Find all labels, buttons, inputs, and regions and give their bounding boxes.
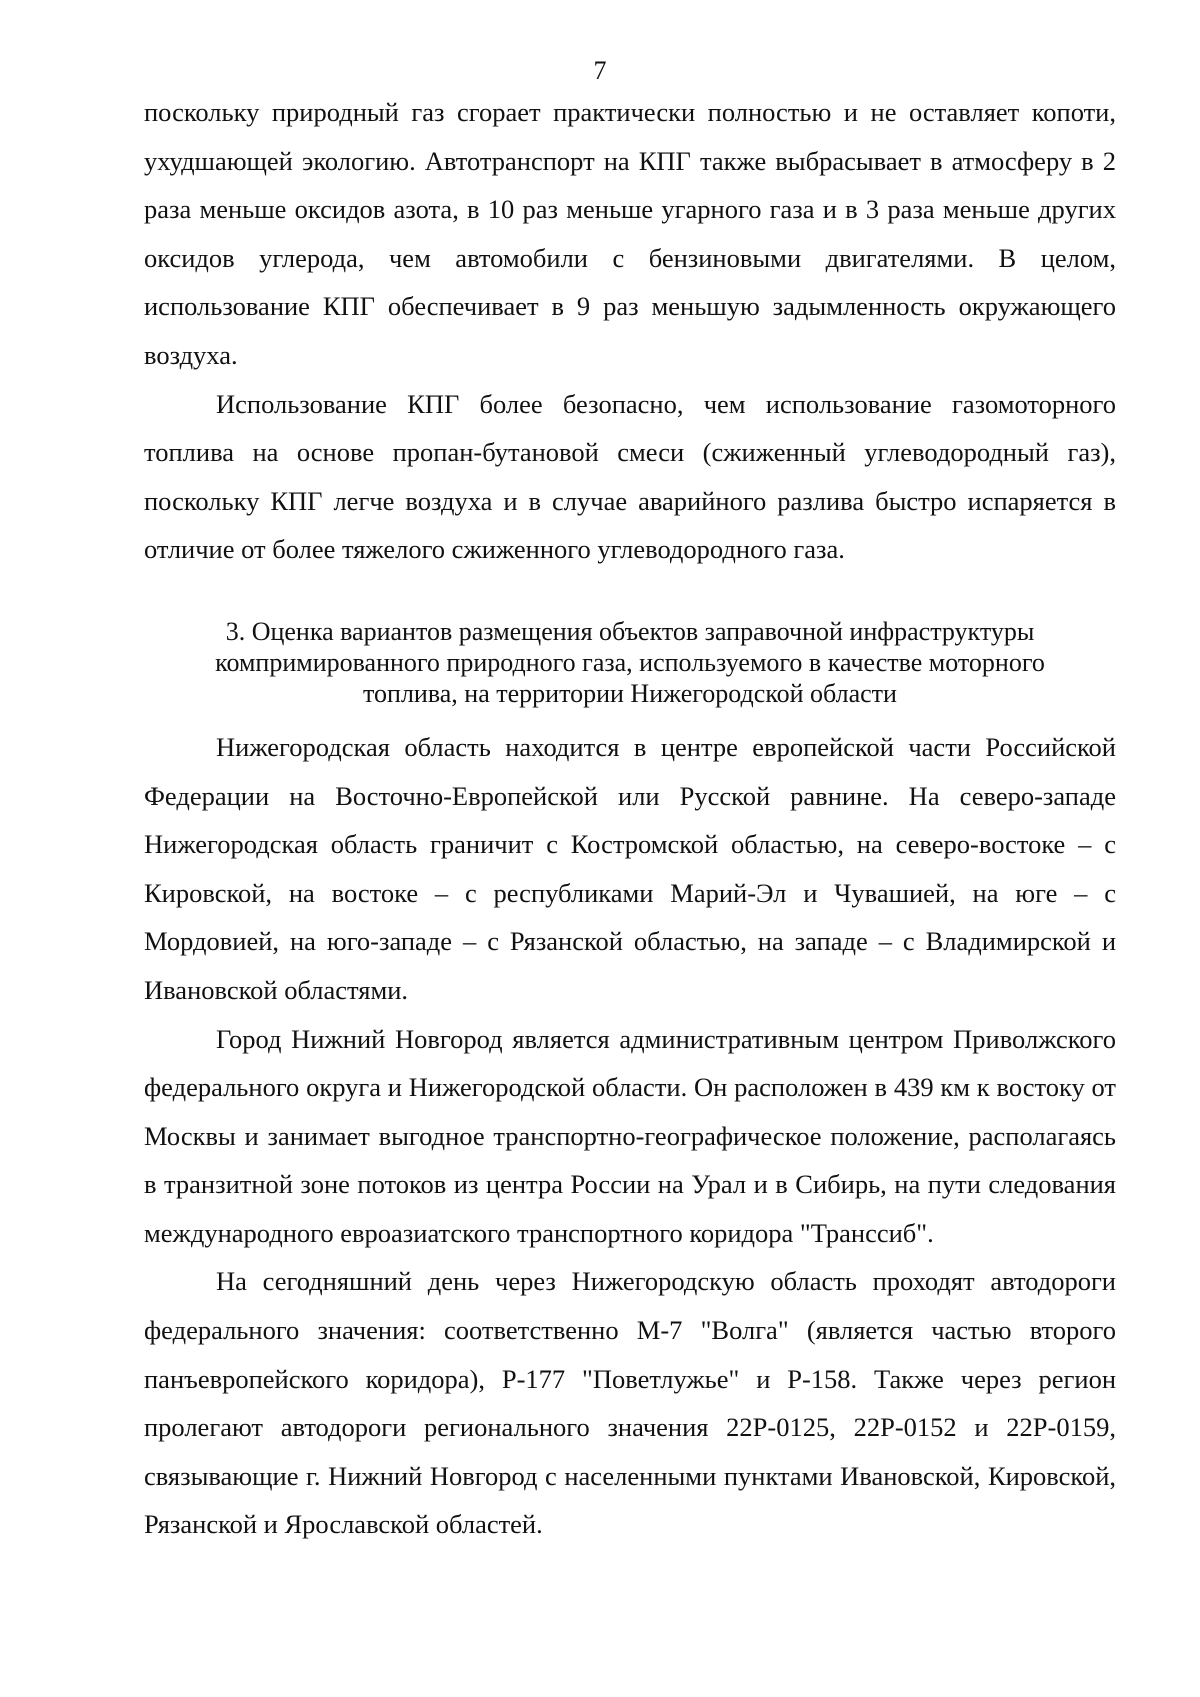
section-heading-line: компримированного природного газа, используемого в качестве моторного xyxy=(215,647,1045,677)
page-body xyxy=(144,88,1116,1549)
section-heading-line: топлива, на территории Нижегородской области xyxy=(363,678,897,708)
section-heading-line: 3. Оценка вариантов размещения объектов заправочной инфраструктуры xyxy=(225,616,1035,646)
paragraph-region-location: Нижегородская область находится в центре европейской части Российской Федерации на Восточно-Европейской или Русской равнине. На северо-западе Нижегородская область граничит с Костромской областью, на северо-востоке – с Кировской, на востоке – с республиками Марий-Эл и Чувашией, на юге – с Мордовией, на юго-западе – с Рязанской областью, на западе – с Владимирской и Ивановской областями. xyxy=(144,731,1116,1005)
paragraph-safety: Использование КПГ более безопасно, чем использование газомоторного топлива на основе пропан-бутановой смеси (сжиженный углеводородный газ), поскольку КПГ легче воздуха и в случае аварийного разлива быстро испаряется в отличие от более тяжелого сжиженного углеводородного газа. xyxy=(144,388,1116,565)
paragraph-roads: На сегодняшний день через Нижегородскую область проходят автодороги федерального значения: соответственно М-7 "Волга" (является частью второго панъевропейского коридора), Р-177 "Поветлужье" и Р-158. Также через регион пролегают автодороги регионального значения 22Р-0125, 22Р-0152 и 22Р-0159, связывающие г. Нижний Новгород с населенными пунктами Ивановской, Кировской, Рязанской и Ярославской областей. xyxy=(144,1266,1116,1540)
page-number: 7 xyxy=(593,56,607,85)
paragraph-emissions: поскольку природный газ сгорает практически полностью и не оставляет копоти, ухудшающей экологию. Автотранспорт на КПГ также выбрасывает в атмосферу в 2 раза меньше оксидов азота, в 10 раз меньше угарного газа и в 3 раза меньше других оксидов углерода, чем автомобили с бензиновыми двигателями. В целом, использование КПГ обеспечивает в 9 раз меньшую задымленность окружающего воздуха. xyxy=(144,97,1116,370)
paragraph-city-position: Город Нижний Новгород является административным центром Приволжского федерального округа и Нижегородской области. Он расположен в 439 км к востоку от Москвы и занимает выгодное транспортно-географическое положение, располагаясь в транзитной зоне потоков из центра России на Урал и в Сибирь, на пути следования международного евроазиатского транспортного коридора "Транссиб". xyxy=(144,1023,1116,1248)
section-heading xyxy=(144,616,1116,709)
